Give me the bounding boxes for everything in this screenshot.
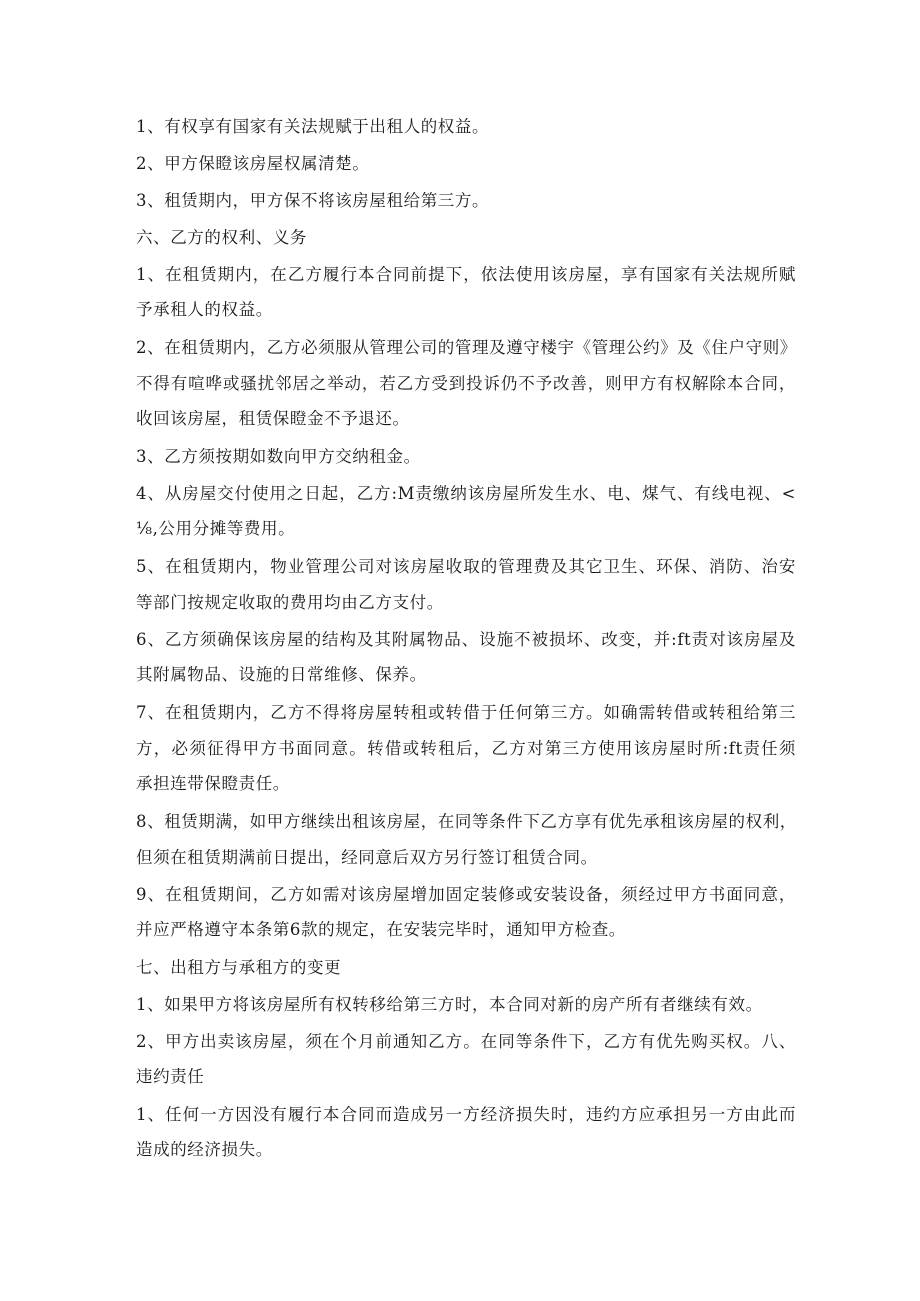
s6-clause-2-line-2: 不得有喧哗或骚扰邻居之举动，若乙方受到投诉仍不予改善，则甲方有权解除本合同， bbox=[136, 374, 796, 393]
s6-clause-5-line-2: 等部门按规定收取的费用均由乙方支付。 bbox=[136, 593, 444, 612]
s7-clause-1-line: 1、如果甲方将该房屋所有权转移给第三方时，本合同对新的房产所有者继续有效。 bbox=[136, 995, 763, 1014]
s6-clause-3-line: 3、乙方须按期如数向甲方交纳租金。 bbox=[136, 447, 421, 466]
s6-clause-2-line-1: 2、在租赁期内，乙方必须服从管理公司的管理及遵守楼宇《管理公约》及《住户守则》 bbox=[136, 338, 797, 357]
s6-clause-6-line-1: 6、乙方须确保该房屋的结构及其附属物品、设施不被损坏、改变，并:ft责对该房屋及 bbox=[136, 630, 796, 649]
s6-clause-7-line-3: 承担连带保瞪责任。 bbox=[136, 774, 290, 793]
section-6-heading: 六、乙方的权利、义务 bbox=[136, 228, 307, 247]
s6-clause-7-line-1: 7、在租赁期内，乙方不得将房屋转租或转借于任何第三方。如确需转借或转租给第三 bbox=[136, 703, 796, 722]
s6-clause-2-line-3: 收回该房屋，租赁保瞪金不予退还。 bbox=[136, 409, 410, 428]
s6-clause-4-line-2: ⅛,公用分摊等费用。 bbox=[136, 519, 296, 538]
clause-3-line: 3、租赁期内，甲方保不将该房屋租给第三方。 bbox=[136, 191, 490, 210]
clause-2-line: 2、甲方保瞪该房屋权属清楚。 bbox=[136, 154, 370, 173]
s6-clause-1-line-1: 1、在租赁期内，在乙方履行本合同前提下，依法使用该房屋，享有国家有关法规所赋 bbox=[136, 265, 796, 284]
clause-1-line: 1、有权享有国家有关法规赋于出租人的权益。 bbox=[136, 117, 490, 136]
s6-clause-8-line-2: 但须在租赁期满前日提出，经同意后双方另行签订租赁合同。 bbox=[136, 848, 598, 867]
s7-clause-2-line-1: 2、甲方出卖该房屋，须在个月前通知乙方。在同等条件下，乙方有优先购买权。八、 bbox=[136, 1032, 796, 1051]
section-7-heading: 七、出租方与承租方的变更 bbox=[136, 958, 342, 977]
s6-clause-9-line-1: 9、在租赁期间，乙方如需对该房屋增加固定装修或安装设备，须经过甲方书面同意， bbox=[136, 885, 796, 904]
s6-clause-4-line-1: 4、从房屋交付使用之日起，乙方:M责缴纳该房屋所发生水、电、煤气、有线电视、< bbox=[136, 484, 796, 503]
s8-clause-1-line-2: 造成的经济损失。 bbox=[136, 1140, 273, 1159]
s6-clause-6-line-2: 其附属物品、设施的日常维修、保养。 bbox=[136, 665, 427, 684]
s7-clause-2-line-2: 违约责任 bbox=[136, 1067, 205, 1086]
s6-clause-8-line-1: 8、租赁期满，如甲方继续出租该房屋，在同等条件下乙方享有优先承租该房屋的权利， bbox=[136, 812, 797, 831]
s6-clause-5-line-1: 5、在租赁期内，物业管理公司对该房屋收取的管理费及其它卫生、环保、消防、治安 bbox=[136, 557, 796, 576]
s6-clause-1-line-2: 予承租人的权益。 bbox=[136, 300, 273, 319]
s6-clause-9-line-2: 并应严格遵守本条第6款的规定，在安装完毕时，通知甲方检查。 bbox=[136, 920, 626, 939]
s8-clause-1-line-1: 1、任何一方因没有履行本合同而造成另一方经济损失时，违约方应承担另一方由此而 bbox=[136, 1105, 796, 1124]
s6-clause-7-line-2: 方，必须征得甲方书面同意。转借或转租后，乙方对第三方使用该房屋时所:ft责任须 bbox=[136, 739, 796, 758]
